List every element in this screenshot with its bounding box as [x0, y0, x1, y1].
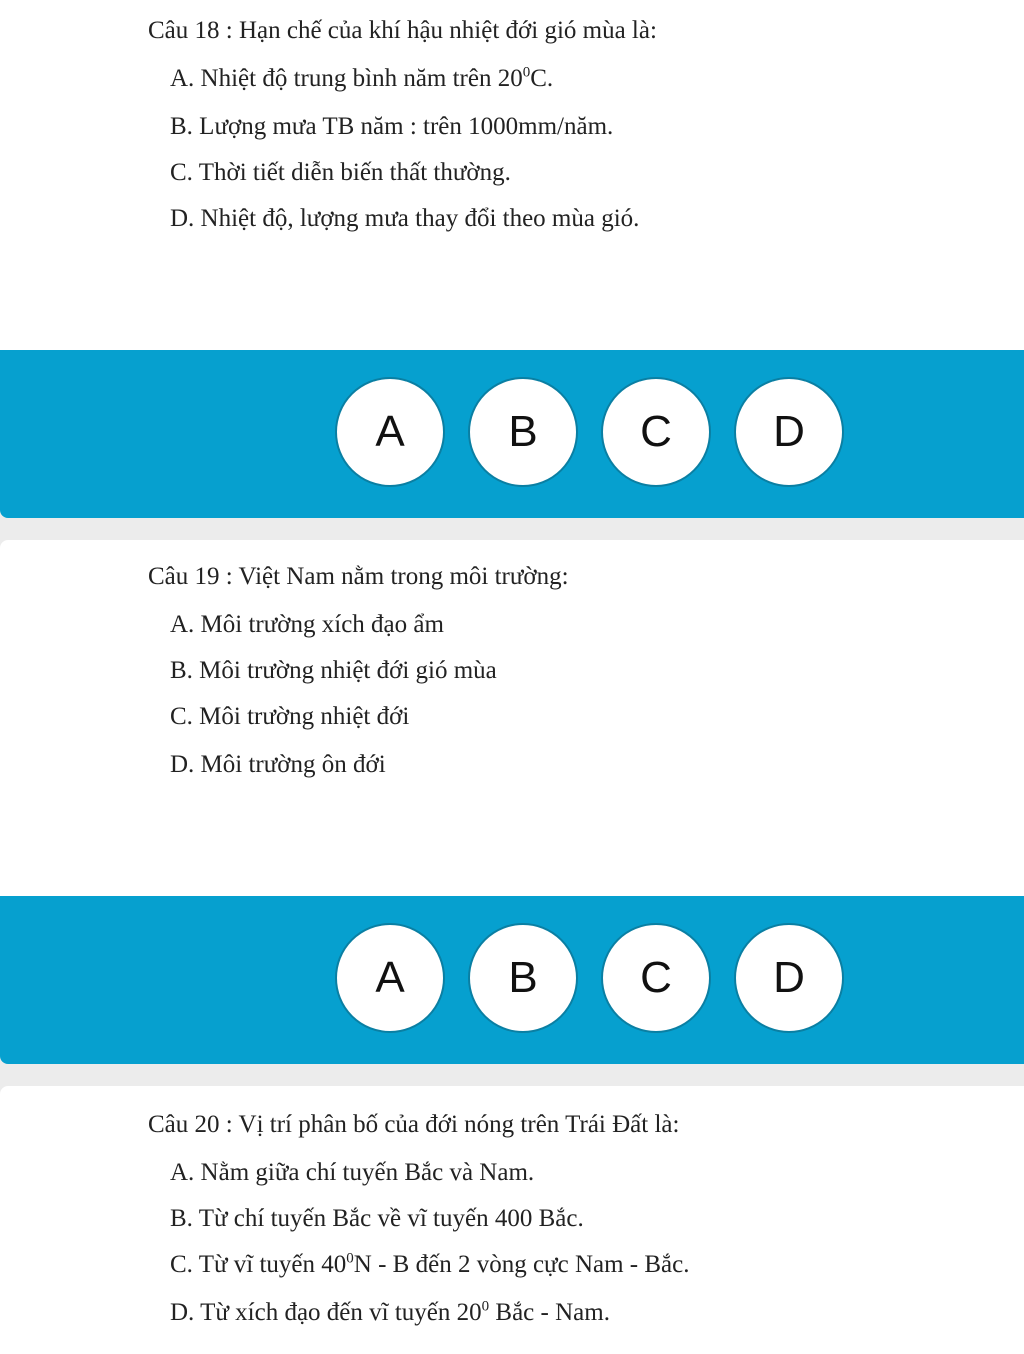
answer-a-button[interactable]: A	[335, 377, 445, 487]
option-a-18	[170, 64, 553, 94]
answer-b-button[interactable]: B	[468, 923, 578, 1033]
answer-a-button[interactable]: A	[335, 923, 445, 1033]
degree-sup: 0	[346, 1250, 354, 1267]
option-b-19: B. Môi trường nhiệt đới gió mùa	[170, 657, 497, 684]
answer-d-button[interactable]: D	[734, 377, 844, 487]
option-d-19: D. Môi trường ôn đới	[170, 751, 386, 778]
question-card-18	[0, 0, 1024, 350]
answer-bar-18	[0, 350, 1024, 518]
option-b-18: B. Lượng mưa TB năm : trên 1000mm/năm.	[170, 113, 614, 140]
answer-c-button[interactable]: C	[601, 923, 711, 1033]
option-d-20-text: D. Từ xích đạo đến vĩ tuyến 20	[170, 1299, 482, 1326]
option-c-20-rest: N - B đến 2 vòng cực Nam - Bắc.	[353, 1251, 690, 1278]
option-b-20: B. Từ chí tuyến Bắc về vĩ tuyến 400 Bắc.	[170, 1205, 584, 1232]
option-d-20-rest: Bắc - Nam.	[489, 1299, 610, 1326]
option-a-18-text: A. Nhiệt độ trung bình năm trên 20	[170, 65, 523, 92]
option-c-20	[170, 1250, 689, 1280]
option-c-20-text: C. Từ vĩ tuyến 40	[170, 1251, 347, 1278]
question-title-19: Câu 19 : Việt Nam nằm trong môi trường:	[148, 563, 569, 590]
answer-d-button[interactable]: D	[734, 923, 844, 1033]
degree-sup: 0	[522, 64, 531, 81]
answer-bar-19	[0, 896, 1024, 1064]
option-d-20	[170, 1298, 610, 1328]
option-d-18: D. Nhiệt độ, lượng mưa thay đổi theo mùa gió.	[170, 205, 640, 232]
option-a-19: A. Môi trường xích đạo ẩm	[170, 611, 444, 638]
option-c-18: C. Thời tiết diễn biến thất thường.	[170, 159, 511, 186]
option-a-20: A. Nằm giữa chí tuyến Bắc và Nam.	[170, 1159, 535, 1186]
option-a-18-unit: C.	[530, 65, 554, 92]
answer-c-button[interactable]: C	[601, 377, 711, 487]
option-c-19: C. Môi trường nhiệt đới	[170, 703, 410, 730]
question-card-20	[0, 1086, 1024, 1354]
degree-sup: 0	[481, 1298, 490, 1315]
question-title-18: Câu 18 : Hạn chế của khí hậu nhiệt đới gió mùa là:	[148, 17, 657, 44]
question-card-19	[0, 540, 1024, 896]
answer-b-button[interactable]: B	[468, 377, 578, 487]
question-title-20: Câu 20 : Vị trí phân bố của đới nóng trên Trái Đất là:	[148, 1111, 680, 1138]
